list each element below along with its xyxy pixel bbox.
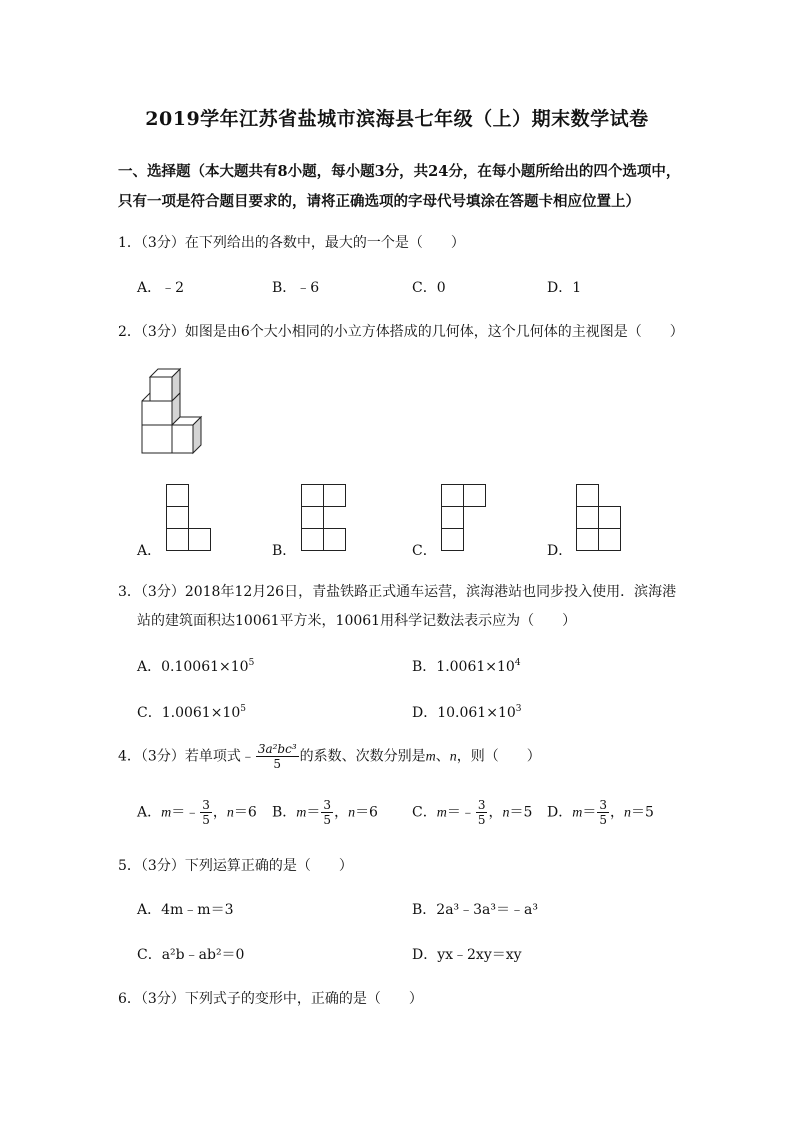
q2-option-d-figure (576, 484, 624, 554)
q4-option-d: D．m＝ $\frac{3}{5}$ ，n＝5 (547, 798, 654, 827)
question-2-stem: 2．（3分）如图是由6个大小相同的小立方体搭成的几何体，这个几何体的主视图是（ ） (118, 324, 684, 340)
question-5-stem: 5．（3分）下列运算正确的是（ ） (118, 858, 353, 874)
section-heading-line1: 一、选择题（本大题共有8小题，每小题3分，共24分，在每小题所给出的四个选项中， (118, 163, 681, 180)
q2-option-b-figure (301, 484, 349, 554)
cube-solid-figure (140, 368, 205, 458)
question-1-stem: 1．（3分）在下列给出的各数中，最大的一个是（ ） (118, 235, 465, 251)
q4-option-b: B．m＝ $\frac{3}{5}$ ，n＝6 (272, 798, 378, 827)
question-3-stem-line2: 站的建筑面积达10061平方米，10061用科学记数法表示应为（ ） (137, 613, 577, 629)
q4-option-c: C．m＝﹣ $\frac{3}{5}$ ，n＝5 (412, 798, 533, 827)
q2-option-c-figure (441, 484, 489, 554)
q3-option-a: A．$0.10061\times 10^5$ (137, 658, 255, 675)
q2-option-a-label: A． (137, 543, 162, 559)
q4-option-a: A．m＝﹣ $\frac{3}{5}$ ，n＝6 (137, 798, 257, 827)
q3-option-b: B．$1.0061\times 10^4$ (412, 658, 521, 675)
q1-option-c: C．0 (412, 280, 446, 296)
question-3-stem-line1: 3．（3分）2018年12月26日，青盐铁路正式通车运营，滨海港站也同步投入使用．滨海港 (118, 584, 677, 600)
section-heading-line2: 只有一项是符合题目要求的，请将正确选项的字母代号填涂在答题卡相应位置上） (118, 193, 640, 210)
q5-option-a: A．4m﹣m＝3 (137, 902, 234, 918)
q5-option-d: D．yx﹣2xy＝xy (412, 947, 522, 963)
q2-option-b-label: B． (272, 543, 297, 559)
q2-option-c-label: C． (412, 543, 437, 559)
q5-option-b: B．2a³﹣3a³＝﹣a³ (412, 902, 538, 918)
q1-option-d: D．1 (547, 280, 582, 296)
question-6-stem: 6．（3分）下列式子的变形中，正确的是（ ） (118, 991, 423, 1007)
q2-option-a-figure (166, 484, 214, 554)
q4-monomial-fraction: $\frac{\text{3a²bc³}}{5}$ (257, 742, 297, 771)
exam-title: 2019学年江苏省盐城市滨海县七年级（上）期末数学试卷 (145, 108, 649, 130)
q1-option-a: A．﹣2 (137, 280, 185, 296)
q5-option-c: C．a²b﹣ab²＝0 (137, 947, 245, 963)
q3-option-c: C．$1.0061\times 10^5$ (137, 704, 246, 721)
q3-option-d: D．$10.061\times 10^3$ (412, 704, 522, 721)
q2-option-d-label: D． (547, 543, 573, 559)
q1-option-b: B．﹣6 (272, 280, 320, 296)
question-4-stem: 4．（3分）若单项式﹣ $\frac{\text{3a²bc³}}{5}$ 的系数、次数分别是m、n，则（ ） (118, 742, 541, 771)
